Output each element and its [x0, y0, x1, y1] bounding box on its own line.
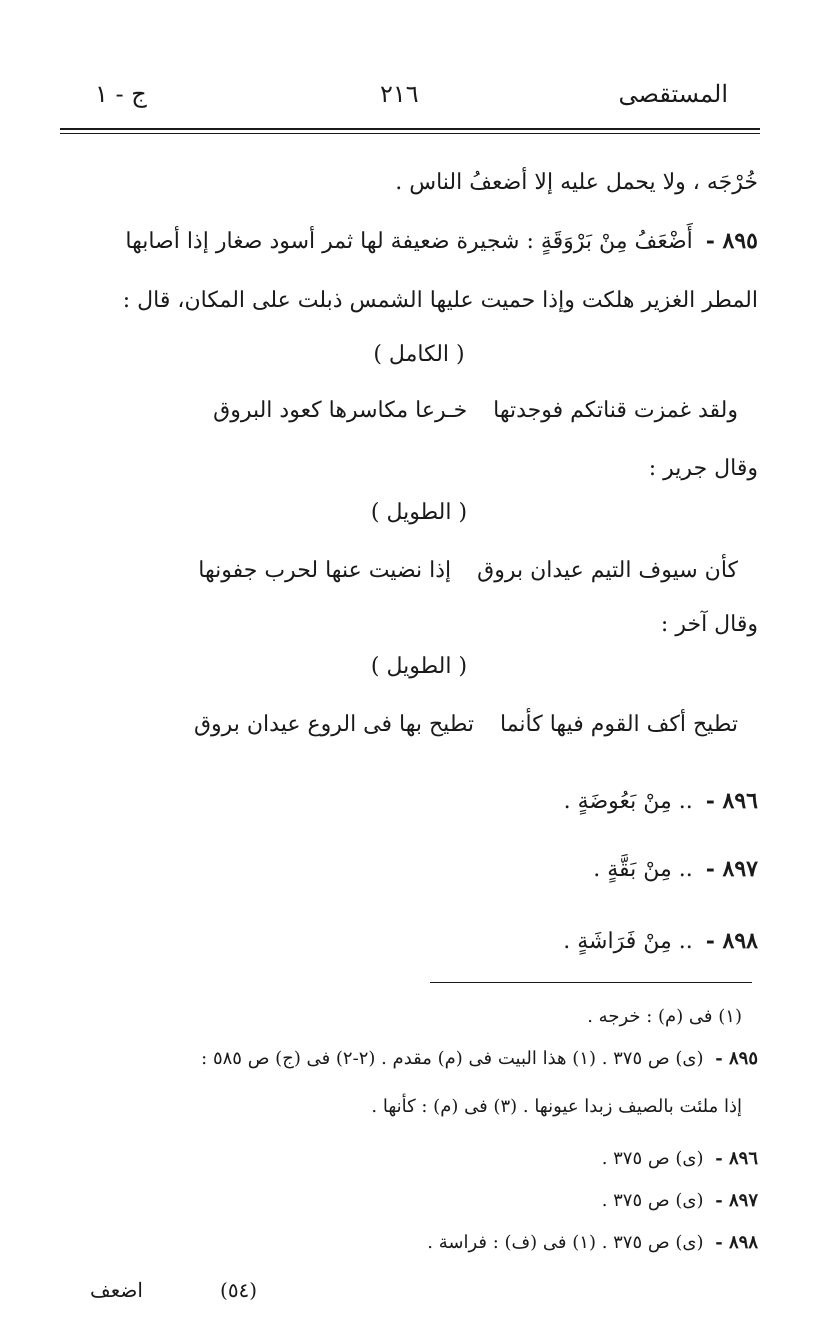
footnote-number: ٨٩٨ -	[715, 1232, 758, 1253]
verse-hemistich: ولقد غمزت قناتكم فوجدتها	[493, 398, 738, 423]
footnote-text: (ى) ص ٣٧٥ .	[601, 1148, 704, 1169]
footnote-number: ٨٩٧ -	[715, 1190, 758, 1211]
entry-897	[80, 858, 758, 881]
entry-896	[80, 790, 758, 813]
verse-hemistich: خـرعا مكاسرها كعود البروق	[213, 398, 468, 423]
footnote-rule	[430, 982, 752, 983]
footnote-896	[60, 1150, 758, 1168]
footnote-text: (ى) ص ٣٧٥ . (١) هذا البيت فى (م) مقدم . (٢-٢) فى (ج) ص ٥٨٥ :	[201, 1048, 704, 1069]
entry-number: ٨٩٧ -	[705, 856, 758, 882]
catchword: اضعف	[90, 1278, 143, 1302]
verse-hemistich: تطيح أكف القوم فيها كأنما	[500, 712, 738, 737]
footnote-895	[60, 1050, 758, 1068]
entry-text: .. مِنْ بَقَّةٍ .	[593, 857, 693, 882]
footnote-text: (ى) ص ٣٧٥ . (١) فى (ف) : فراسة .	[427, 1232, 704, 1253]
text-line: المطر الغزير هلكت وإذا حميت عليها الشمس ذبلت على المكان، قال :	[122, 288, 758, 313]
header-rule	[60, 128, 760, 130]
entry-text: .. مِنْ بَعُوضَةٍ .	[563, 789, 693, 814]
entry-895	[80, 230, 758, 253]
footnote: (١) فى (م) : خرجه .	[587, 1006, 742, 1027]
entry-number: ٨٩٨ -	[705, 928, 758, 954]
verse-hemistich: تطيح بها فى الروع عيدان بروق	[193, 712, 474, 737]
footnote-897	[60, 1192, 758, 1210]
text-line: خُرْجَه ، ولا يحمل عليه إلا أضعفُ الناس .	[395, 170, 758, 195]
header-rule-thin	[60, 133, 760, 134]
footnote-continuation: إذا ملئت بالصيف زبدا عيونها . (٣) فى (م) : كأنها .	[371, 1096, 742, 1117]
verse-hemistich: كأن سيوف التيم عيدان بروق	[477, 558, 738, 583]
page-number: ٢١٦	[380, 80, 419, 108]
verse-line	[80, 400, 738, 422]
meter-label: ( الكامل )	[373, 342, 465, 367]
entry-text: أَضْعَفُ مِنْ بَرْوَقَةٍ : شجيرة ضعيفة لها ثمر أسود صغار إذا أصابها	[125, 229, 693, 254]
entry-text: .. مِنْ فَرَاشَةٍ .	[563, 929, 693, 954]
footnote-898	[60, 1234, 758, 1252]
footnote-number: ٨٩٥ -	[715, 1048, 758, 1069]
volume-label: ج - ١	[95, 80, 147, 108]
entry-number: ٨٩٥ -	[705, 228, 758, 254]
text-line: وقال جرير :	[648, 456, 758, 481]
meter-label: ( الطويل )	[370, 654, 468, 679]
verse-hemistich: إذا نضيت عنها لحرب جفونها	[198, 558, 452, 583]
meter-label: ( الطويل )	[370, 500, 468, 525]
footnote-number: ٨٩٦ -	[715, 1148, 758, 1169]
book-title: المستقصى	[618, 80, 728, 108]
entry-number: ٨٩٦ -	[705, 788, 758, 814]
footnote-text: (ى) ص ٣٧٥ .	[601, 1190, 704, 1211]
signature-mark: (٥٤)	[220, 1278, 258, 1302]
text-line: وقال آخر :	[660, 612, 758, 637]
verse-line	[80, 714, 738, 736]
verse-line	[80, 560, 738, 582]
entry-898	[80, 930, 758, 953]
